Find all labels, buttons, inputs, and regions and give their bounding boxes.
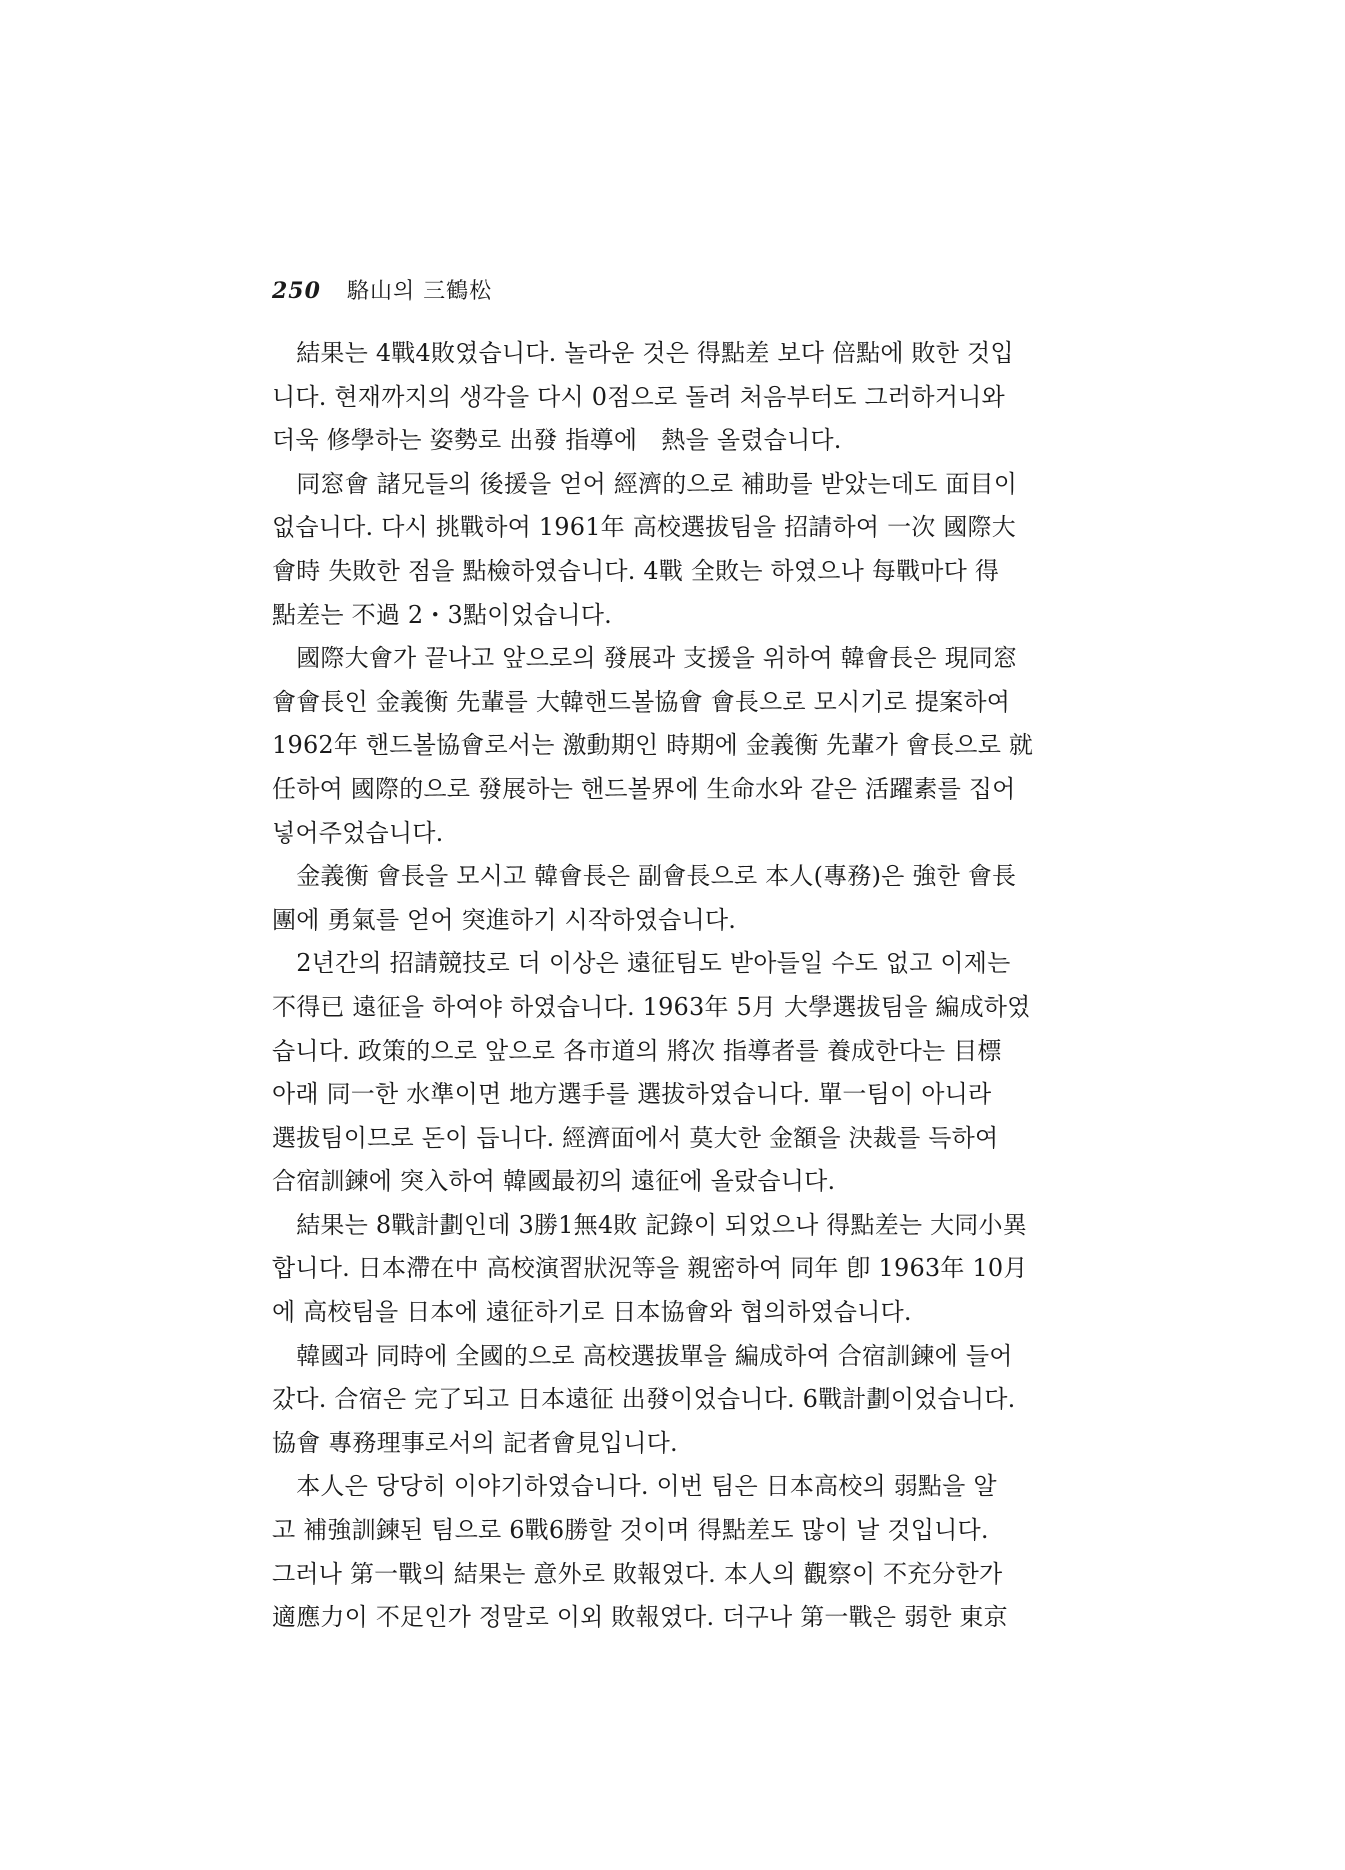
text-line: 會時 失敗한 점을 點檢하였습니다. 4戰 全敗는 하였으나 每戰마다 得 <box>272 556 1000 585</box>
text-line: 넣어주었습니다. <box>272 818 444 847</box>
text-line: 結果는 8戰計劃인데 3勝1無4敗 記錄이 되었으나 得點差는 大同小異 <box>272 1210 1027 1239</box>
text-line: 適應力이 不足인가 정말로 이외 敗報였다. 더구나 第一戰은 弱한 東京 <box>272 1603 1008 1632</box>
text-line: 없습니다. 다시 挑戰하여 1961年 高校選拔팀을 招請하여 一次 國際大 <box>272 513 1016 542</box>
text-line: 不得已 遠征을 하여야 하였습니다. 1963年 5月 大學選拔팀을 編成하였 <box>272 992 1031 1021</box>
text-line: 그러나 第一戰의 結果는 意外로 敗報였다. 本人의 觀察이 不充分한가 <box>272 1559 1003 1588</box>
paragraph <box>272 1335 1092 1466</box>
text-line: 갔다. 合宿은 完了되고 日本遠征 出發이었습니다. 6戰計劃이었습니다. <box>272 1385 1016 1414</box>
text-line: 에 高校팀을 日本에 遠征하기로 日本協會와 협의하였습니다. <box>272 1298 912 1327</box>
paragraph <box>272 1465 1092 1639</box>
text-line: 1962年 핸드볼協會로서는 激動期인 時期에 金義衡 先輩가 會長으로 就 <box>272 731 1034 760</box>
body-text <box>272 332 1092 1640</box>
text-line: 더욱 修學하는 姿勢로 出發 指導에 熱을 올렸습니다. <box>272 426 842 455</box>
text-line: 本人은 당당히 이야기하였습니다. 이번 팀은 日本高校의 弱點을 알 <box>272 1472 997 1501</box>
paragraph <box>272 1204 1092 1335</box>
running-head <box>272 274 492 305</box>
text-line: 任하여 國際的으로 發展하는 핸드볼界에 生命水와 같은 活躍素를 집어 <box>272 774 1016 803</box>
text-line: 니다. 현재까지의 생각을 다시 0점으로 돌려 처음부터도 그러하거니와 <box>272 382 1005 411</box>
text-line: 結果는 4戰4敗였습니다. 놀라운 것은 得點差 보다 倍點에 敗한 것입 <box>272 339 1014 367</box>
text-line: 습니다. 政策的으로 앞으로 各市道의 將次 指導者를 養成한다는 目標 <box>272 1036 1002 1065</box>
text-line: 協會 專務理事로서의 記者會見입니다. <box>272 1428 678 1457</box>
text-line: 金義衡 會長을 모시고 韓會長은 副會長으로 本人(專務)은 強한 會長 <box>272 862 1017 891</box>
text-line: 합니다. 日本滯在中 高校演習狀況等을 親密하여 同年 卽 1963年 10月 <box>272 1254 1028 1283</box>
text-line: 아래 同一한 水準이면 地方選手를 選拔하였습니다. 單一팀이 아니라 <box>272 1080 992 1109</box>
text-line: 고 補強訓鍊된 팀으로 6戰6勝할 것이며 得點差도 많이 날 것입니다. <box>272 1516 989 1545</box>
text-line: 點差는 不過 2・3點이었습니다. <box>272 600 612 629</box>
paragraph <box>272 332 1092 463</box>
text-line: 團에 勇氣를 얻어 突進하기 시작하였습니다. <box>272 905 737 934</box>
paragraph <box>272 637 1092 855</box>
text-line: 同窓會 諸兄들의 後援을 얻어 經濟的으로 補助를 받았는데도 面目이 <box>272 469 1018 498</box>
text-line: 會會長인 金義衡 先輩를 大韓핸드볼協會 會長으로 모시기로 提案하여 <box>272 687 1011 716</box>
text-line: 韓國과 同時에 全國的으로 高校選拔單을 編成하여 合宿訓鍊에 들어 <box>272 1341 1013 1370</box>
text-line: 國際大會가 끝나고 앞으로의 發展과 支援을 위하여 韓會長은 現同窓 <box>272 644 1018 673</box>
text-line: 合宿訓鍊에 突入하여 韓國最初의 遠征에 올랐습니다. <box>272 1167 836 1196</box>
text-line: 2년간의 招請競技로 더 이상은 遠征팀도 받아들일 수도 없고 이제는 <box>272 949 1011 978</box>
paragraph <box>272 463 1092 637</box>
paragraph <box>272 855 1092 942</box>
paragraph <box>272 942 1092 1204</box>
text-line: 選拔팀이므로 돈이 듭니다. 經濟面에서 莫大한 金額을 決裁를 득하여 <box>272 1123 999 1152</box>
page-number: 250 <box>272 278 321 304</box>
book-title: 駱山의 三鶴松 <box>346 279 493 304</box>
